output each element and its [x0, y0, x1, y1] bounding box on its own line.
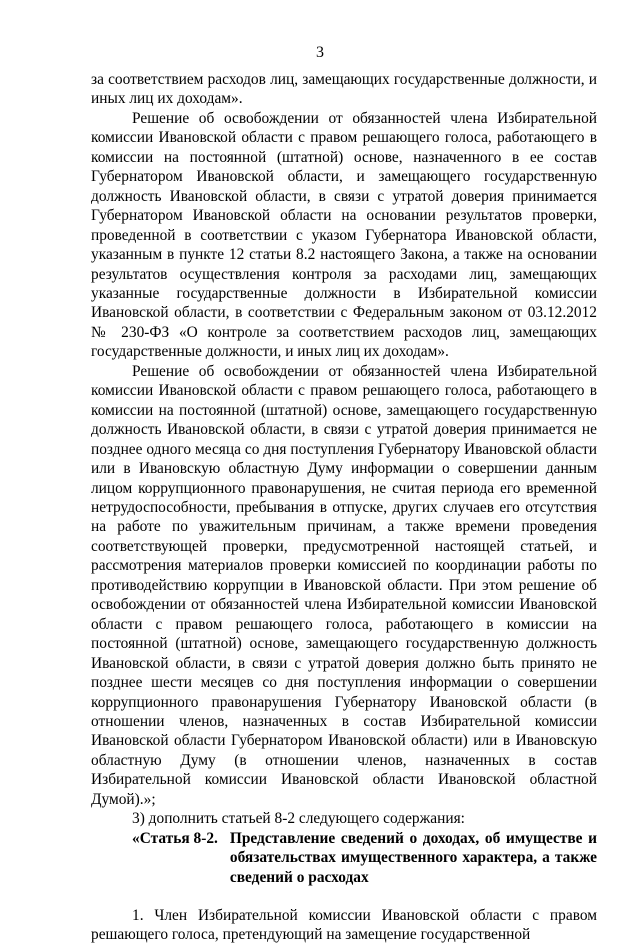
paragraph-article-clause-1: 1. Член Избирательной комиссии Ивановской области с правом решающего голоса, претендующий на замещение государственной — [91, 907, 597, 944]
article-title: Представление сведений о доходах, об имуществе и обязательствах имущественного характера, а также сведений о расходах — [229, 829, 597, 886]
paragraph-dismissal-deadline: Решение об освобождении от обязанностей члена Избирательной комиссии Ивановской области с правом решающего голоса, работающего в комиссии на постоянной (штатной) основе, замещающего государственную должность Ивановской области, в связи с утратой доверия принимается не позднее одного месяца со дня поступления Губернатору Ивановской области или в Ивановскую областную Думу информации о совершении данным лицом коррупционного правонарушения, не считая периода его временной нетрудоспособности, пребывания в отпуске, других случаев его отсутствия на работе по уважительным причинам, а также времени проведения соответствующей проверки, предусмотренной настоящей статьей, и рассмотрения материалов проверки комиссией по координации работы по противодействию коррупции в Ивановской области. При этом решение об освобождении от обязанностей члена Избирательной комиссии Ивановской области с правом решающего голоса, работающего в комиссии на постоянной (штатной) основе, замещающего государственную должность Ивановской области, в связи с утратой доверия должно быть принято не позднее шести месяцев со дня поступления информации о совершении коррупционного правонарушения Губернатору Ивановской области (в отношении членов, назначенных в состав Избирательной комиссии Ивановской области Губернатором Ивановской области) или в Ивановскую областную Думу (в отношении членов, назначенных в состав Избирательной комиссии Ивановской области Ивановской областной Думой).»; — [91, 362, 597, 808]
article-heading — [132, 829, 597, 887]
paragraph-dismissal-decision: Решение об освобождении от обязанностей члена Избирательной комиссии Ивановской области с правом решающего голоса, работающего в комиссии на постоянной (штатной) основе, назначенного в ее состав Губернатором Ивановской области, и замещающего государственную должность Ивановской области, в связи с утратой доверия принимается Губернатором Ивановской области на основании результатов проверки, проведенной в соответствии с указом Губернатора Ивановской области, указанным в пункте 12 статьи 8.2 настоящего Закона, а также на основании результатов осуществления контроля за расходами лиц, замещающих указанные государственные должности в Избирательной комиссии Ивановской области, в соответствии с Федеральным законом от 03.12.2012 № 230-ФЗ «О контроле за соответствием расходов лиц, замещающих государственные должности, и иных лиц их доходам». — [91, 109, 597, 361]
document-body — [91, 70, 597, 945]
article-number: «Статья 8-2. — [132, 829, 218, 847]
page-number: 3 — [316, 44, 324, 61]
spacer — [91, 887, 597, 906]
paragraph-continuation: за соответствием расходов лиц, замещающих государственные должности, и иных лиц их доходам». — [91, 71, 597, 108]
paragraph-amendment-point: 3) дополнить статьей 8-2 следующего содержания: — [132, 810, 465, 828]
